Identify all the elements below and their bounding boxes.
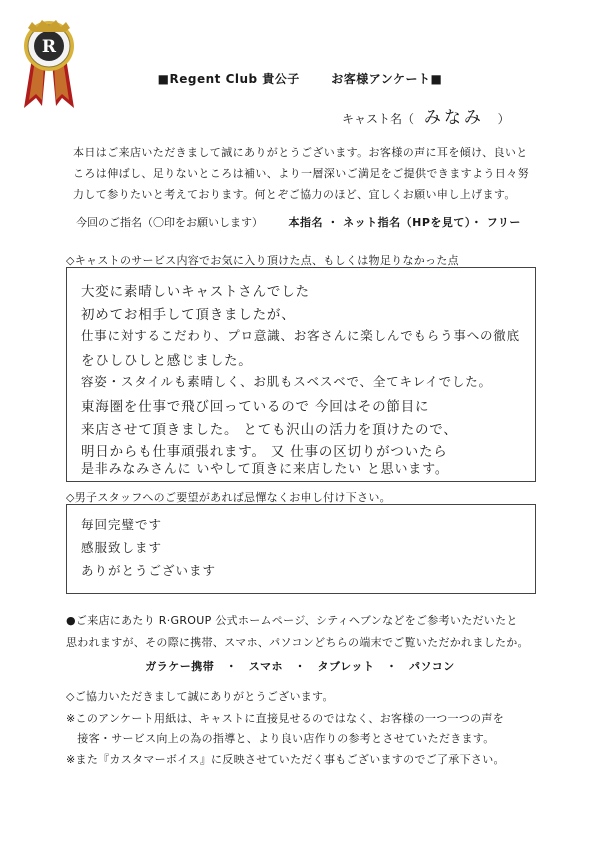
footer-line: ※このアンケート用紙は、キャストに直接見せるのではなく、お客様の一つ一つの声を: [66, 712, 505, 725]
footer-line: ◇ご協力いただきまして誠にありがとうございます。: [66, 690, 334, 703]
q2-answer-box: [66, 504, 536, 594]
q1-answer-line: 容姿・スタイルも素晴しく、お肌もスベスベで、全てキレイでした。: [81, 374, 492, 389]
nomination-row: [76, 214, 521, 230]
q1-answer-line: 是非みなみさんに いやして頂きに来店したい と思います。: [81, 462, 449, 477]
q2-answer-line: 感服致します: [81, 540, 163, 555]
q1-answer-line: をひしひしと感じました。: [81, 353, 253, 369]
survey-name: お客様アンケート■: [331, 72, 443, 86]
q1-answer-line: 仕事に対するこだわり、プロ意識、お客さんに楽しんでもらう事への徹底: [81, 328, 520, 343]
nomination-label: 今回のご指名（〇印をお願いします）: [76, 216, 263, 229]
cast-name-close: ）: [497, 112, 510, 126]
q2-answer-line: ありがとうございます: [81, 563, 217, 578]
q1-answer-line: 来店させて頂きました。 とても沢山の活力を頂けたので、: [81, 422, 458, 438]
club-name: ■Regent Club 貴公子: [157, 72, 300, 86]
intro-line: ころは伸ばし、足りないところは補い、より一層深いご満足をご提供できますよう日々努: [73, 167, 529, 180]
intro-paragraph: [73, 142, 543, 205]
cast-name-value: みなみ: [423, 108, 484, 128]
q1-answer-line: 明日からも仕事頑張れます。 又 仕事の区切りがついたら: [81, 444, 448, 460]
q1-answer-line: 初めてお相手して頂きましたが、: [81, 307, 296, 323]
cast-name-label: キャスト名（: [342, 112, 415, 126]
device-question-line: 思われますが、その際に携帯、スマホ、パソコンどちらの端末でご覧いただかれましたか。: [66, 636, 529, 649]
q1-label: ◇キャストのサービス内容でお気に入り頂けた点、もしくは物足りなかった点: [66, 254, 459, 267]
intro-line: 力して参りたいと考えております。何とぞご協力のほど、宜しくお願い申し上げます。: [73, 188, 516, 201]
footer-line: 接客・サービス向上の為の指導と、より良い店作りの参考とさせていただきます。: [66, 732, 495, 745]
survey-title: [0, 70, 600, 87]
intro-line: 本日はご来店いただきまして誠にありがとうございます。お客様の声に耳を傾け、良いと: [73, 146, 528, 159]
cast-name-row: [342, 103, 510, 128]
nomination-options: 本指名 ・ ネット指名（HPを見て）・ フリー: [288, 216, 521, 229]
club-logo: [20, 18, 78, 112]
q2-label: ◇男子スタッフへのご要望があれば忌憚なくお申し付け下さい。: [66, 491, 391, 504]
device-question-line: ●ご来店にあたり R·GROUP 公式ホームページ、シティヘブンなどをご参考いただいたと: [66, 614, 518, 627]
q2-answer-line: 毎回完璧です: [81, 517, 163, 532]
footer-line: ※また『カスタマーボイス』に反映させていただく事もございますのでご了承下さい。: [66, 753, 505, 766]
q1-answer-line: 東海圏を仕事で飛び回っているので 今回はその節目に: [81, 399, 430, 415]
q1-answer-line: 大変に素晴しいキャストさんでした: [81, 284, 310, 300]
q1-answer-box: [66, 267, 536, 482]
logo-emblem: R: [41, 37, 57, 57]
device-options: ガラケー携帯 ・ スマホ ・ タブレット ・ パソコン: [145, 660, 455, 673]
